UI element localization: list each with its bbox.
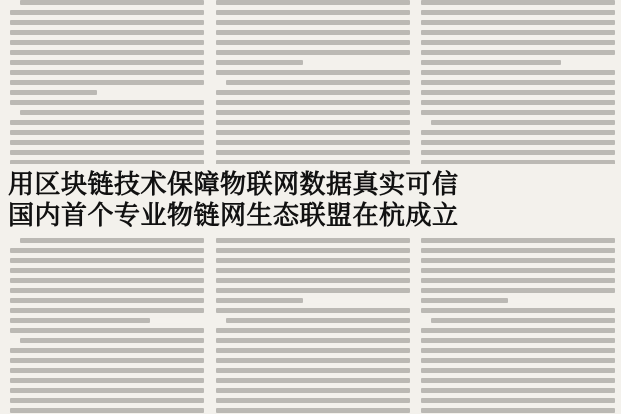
text-line <box>216 60 303 65</box>
text-line <box>216 408 410 413</box>
text-line <box>421 70 615 75</box>
body-text-column <box>10 238 204 414</box>
text-line <box>10 150 204 155</box>
text-line <box>216 40 410 45</box>
text-line <box>421 338 615 343</box>
text-line <box>10 278 204 283</box>
text-line <box>421 50 615 55</box>
previous-article-columns <box>10 0 615 164</box>
text-line <box>10 358 204 363</box>
text-line <box>10 130 204 135</box>
text-line <box>421 150 615 155</box>
text-line <box>10 80 204 85</box>
text-line <box>10 50 204 55</box>
text-line <box>216 90 410 95</box>
body-text-column <box>216 238 410 414</box>
text-line <box>216 288 410 293</box>
text-line <box>10 140 204 145</box>
text-line <box>20 338 204 343</box>
text-line <box>421 288 615 293</box>
text-line <box>216 338 410 343</box>
body-text-column <box>216 0 410 164</box>
text-line <box>10 308 204 313</box>
text-line <box>421 40 615 45</box>
text-line <box>10 288 204 293</box>
text-line <box>10 388 204 393</box>
text-line <box>421 378 615 383</box>
text-line <box>216 140 410 145</box>
text-line <box>10 258 204 263</box>
text-line <box>421 160 615 164</box>
text-line <box>421 10 615 15</box>
text-line <box>10 30 204 35</box>
text-line <box>10 328 204 333</box>
text-line <box>216 100 410 105</box>
text-line <box>10 100 204 105</box>
body-text-column <box>421 238 615 414</box>
text-line <box>216 308 410 313</box>
text-line <box>421 398 615 403</box>
text-line <box>216 398 410 403</box>
text-line <box>10 70 204 75</box>
text-line <box>421 140 615 145</box>
text-line <box>216 328 410 333</box>
text-line <box>421 278 615 283</box>
body-text-column <box>10 0 204 164</box>
text-line <box>421 248 615 253</box>
text-line <box>10 408 204 413</box>
text-line <box>216 10 410 15</box>
text-line <box>216 378 410 383</box>
text-line <box>421 110 615 115</box>
text-line <box>216 30 410 35</box>
text-line <box>431 318 615 323</box>
body-text-column <box>421 0 615 164</box>
text-line <box>216 160 410 164</box>
text-line <box>421 388 615 393</box>
text-line <box>226 318 410 323</box>
text-line <box>10 268 204 273</box>
text-line <box>20 0 204 5</box>
article-body-columns <box>10 238 615 414</box>
text-line <box>10 40 204 45</box>
text-line <box>421 80 615 85</box>
headline-line-2: 国内首个专业物链网生态联盟在杭成立 <box>8 201 459 231</box>
text-line <box>421 100 615 105</box>
text-line <box>421 130 615 135</box>
text-line <box>10 60 204 65</box>
text-line <box>216 368 410 373</box>
text-line <box>421 268 615 273</box>
text-line <box>216 0 410 5</box>
text-line <box>421 20 615 25</box>
text-line <box>421 348 615 353</box>
text-line <box>216 130 410 135</box>
text-line <box>216 358 410 363</box>
text-line <box>216 110 410 115</box>
text-line <box>10 368 204 373</box>
text-line <box>421 408 615 413</box>
text-line <box>10 20 204 25</box>
text-line <box>216 268 410 273</box>
text-line <box>421 308 615 313</box>
text-line <box>10 248 204 253</box>
text-line <box>216 248 410 253</box>
text-line <box>216 388 410 393</box>
text-line <box>431 120 615 125</box>
text-line <box>10 298 204 303</box>
text-line <box>10 318 150 323</box>
text-line <box>216 258 410 263</box>
text-line <box>216 278 410 283</box>
text-line <box>216 348 410 353</box>
text-line <box>421 258 615 263</box>
text-line <box>20 238 204 243</box>
text-line <box>216 50 410 55</box>
text-line <box>10 120 204 125</box>
text-line <box>216 70 410 75</box>
text-line <box>421 358 615 363</box>
text-line <box>10 398 204 403</box>
text-line <box>216 150 410 155</box>
text-line <box>216 238 410 243</box>
text-line <box>10 348 204 353</box>
text-line <box>10 10 204 15</box>
text-line <box>421 30 615 35</box>
text-line <box>216 20 410 25</box>
text-line <box>421 328 615 333</box>
text-line <box>421 238 615 243</box>
article-headline <box>8 170 608 232</box>
text-line <box>20 110 204 115</box>
text-line <box>216 120 410 125</box>
text-line <box>10 378 204 383</box>
text-line <box>10 160 204 164</box>
text-line <box>421 368 615 373</box>
headline-line-1: 用区块链技术保障物联网数据真实可信 <box>8 170 459 200</box>
text-line <box>421 0 615 5</box>
text-line <box>421 90 615 95</box>
text-line <box>10 90 97 95</box>
text-line <box>226 80 410 85</box>
text-line <box>421 298 508 303</box>
text-line <box>216 298 303 303</box>
text-line <box>421 60 561 65</box>
